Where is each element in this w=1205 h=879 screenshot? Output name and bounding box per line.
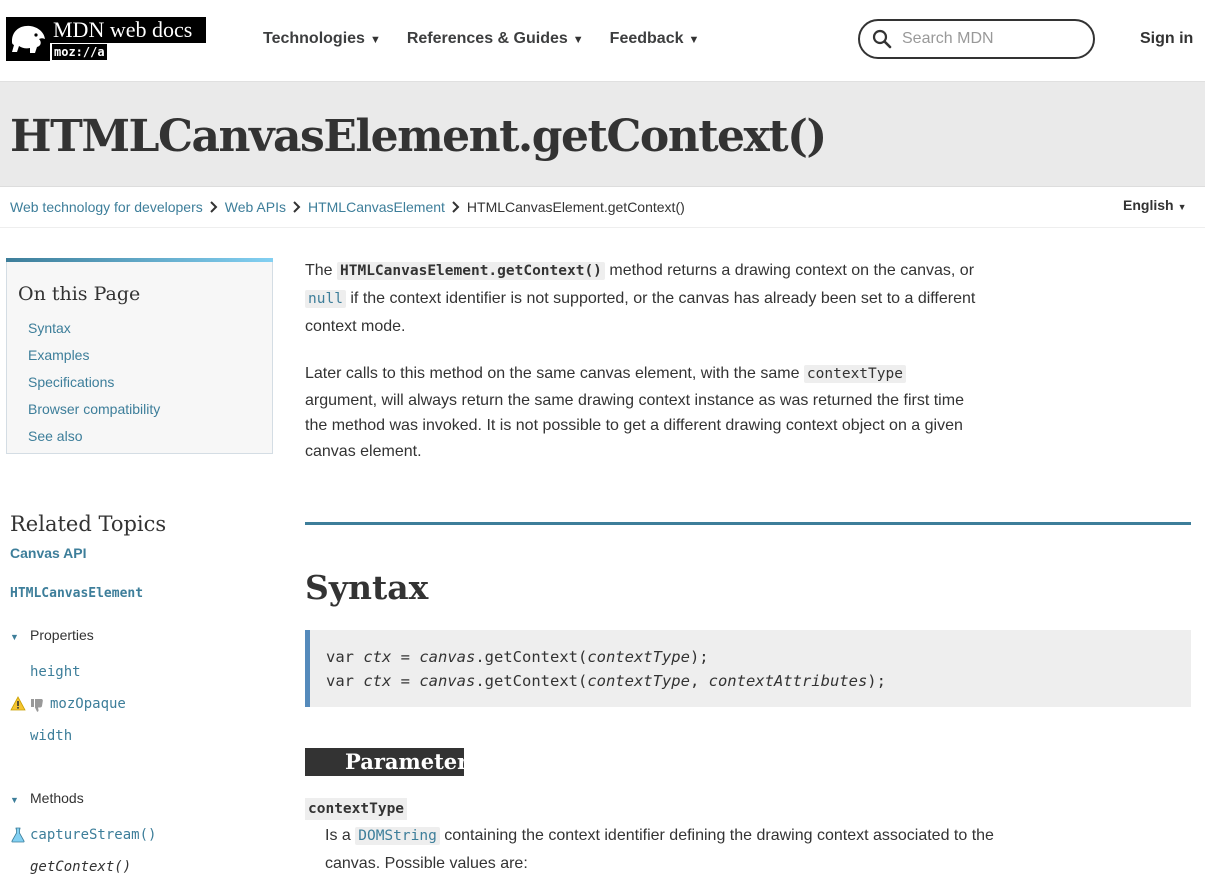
sign-in-link[interactable]: Sign in (1140, 30, 1194, 47)
caret-down-icon: ▼ (688, 34, 700, 46)
inline-code-contexttype: contextType (804, 365, 906, 383)
methods-label: Methods (30, 790, 84, 806)
text: if the context identifier is not supported, or the canvas has already been set to a different context mode. (305, 290, 976, 335)
search-box[interactable] (858, 19, 1095, 59)
syntax-heading: Syntax (305, 568, 429, 607)
property-link-width[interactable]: width (30, 728, 73, 744)
code-token: var (326, 672, 364, 690)
text: Is a (325, 827, 356, 844)
page-title: HTMLCanvasElement.getContext() (10, 111, 826, 162)
toc-title: On this Page (18, 283, 141, 305)
mozilla-wordmark: moz://a (54, 45, 105, 59)
nav-label: References & Guides (406, 30, 568, 47)
code-line (326, 669, 1175, 693)
method-link-capturestream[interactable]: captureStream() (30, 827, 157, 843)
code-line (326, 645, 1175, 669)
mdn-logo[interactable] (6, 17, 206, 61)
code-token: .getContext( (475, 648, 588, 666)
intro-paragraph-1 (305, 257, 985, 340)
nav-technologies[interactable] (263, 28, 381, 50)
thumbs-down-icon (29, 697, 45, 713)
toc-item-syntax[interactable]: Syntax (28, 320, 71, 336)
language-label: English (1123, 197, 1174, 213)
methods-toggle[interactable] (10, 789, 84, 809)
toc-item-specifications[interactable]: Specifications (28, 374, 115, 390)
code-token: , (689, 672, 709, 690)
code-token: ); (689, 648, 709, 666)
toc-list (28, 319, 160, 454)
code-token: canvas (419, 672, 476, 690)
nav-references-guides[interactable] (407, 28, 584, 50)
language-selector[interactable] (1123, 196, 1186, 216)
breadcrumb (10, 198, 685, 216)
related-interface-link[interactable]: HTMLCanvasElement (10, 586, 144, 601)
breadcrumb-link[interactable]: Web APIs (224, 199, 286, 215)
toc-item-examples[interactable]: Examples (28, 347, 90, 363)
chevron-right-icon (290, 200, 304, 214)
main-nav (263, 28, 725, 50)
breadcrumb-link[interactable]: HTMLCanvasElement (307, 199, 445, 215)
warning-icon (10, 696, 26, 712)
related-topics-title: Related Topics (10, 512, 167, 536)
related-canvas-api-link[interactable]: Canvas API (10, 545, 87, 561)
caret-down-icon: ▼ (572, 34, 584, 46)
property-link-height[interactable]: height (30, 664, 81, 680)
text: The (305, 262, 338, 279)
breadcrumb-current: HTMLCanvasElement.getContext() (466, 199, 685, 215)
properties-label: Properties (30, 627, 94, 643)
on-this-page-box (6, 258, 273, 454)
logo-main-text: MDN web docs (50, 17, 206, 43)
syntax-code-block (305, 630, 1191, 707)
method-current-getcontext: getContext() (30, 859, 132, 875)
parameter-name: contextType (305, 798, 407, 820)
code-token: contextType (587, 672, 690, 690)
code-token: ctx (363, 672, 392, 690)
property-link-mozopaque[interactable]: mozOpaque (50, 696, 126, 712)
nav-feedback[interactable] (610, 28, 700, 50)
toc-item-see-also[interactable]: See also (28, 428, 83, 444)
caret-down-icon: ▼ (369, 34, 381, 46)
chevron-right-icon (449, 200, 463, 214)
code-token: var (326, 648, 364, 666)
nav-label: Feedback (609, 30, 684, 47)
code-token: = (391, 672, 420, 690)
code-token: ctx (363, 648, 392, 666)
null-link[interactable]: null (305, 290, 346, 308)
inline-code-method: HTMLCanvasElement.getContext() (337, 262, 605, 280)
code-token: canvas (419, 648, 476, 666)
properties-toggle[interactable] (10, 626, 94, 646)
search-input[interactable] (902, 30, 1082, 48)
text: Later calls to this method on the same canvas element, with the same (305, 365, 804, 382)
intro-paragraph-2 (305, 361, 975, 464)
triangle-down-icon: ▼ (10, 795, 19, 805)
text: method returns a drawing context on the canvas, or (604, 262, 975, 279)
section-divider (305, 522, 1191, 525)
chevron-right-icon (207, 200, 221, 214)
logo-wordmark (50, 17, 206, 61)
code-token: ); (867, 672, 886, 690)
dinosaur-icon (6, 17, 50, 61)
toc-item-browser-compatibility[interactable]: Browser compatibility (28, 401, 161, 417)
nav-label: Technologies (263, 30, 365, 47)
text: containing the context identifier defining the drawing context associated to the canvas. Possible values are: (325, 827, 994, 872)
caret-down-icon: ▼ (1177, 202, 1187, 212)
code-token: .getContext( (475, 672, 588, 690)
parameters-heading: Parameters (305, 748, 464, 776)
flask-icon (10, 827, 26, 843)
code-token: = (391, 648, 420, 666)
code-token: contextType (587, 648, 690, 666)
parameter-description (325, 822, 995, 877)
search-icon[interactable] (872, 29, 892, 49)
toc-accent-bar (6, 258, 273, 262)
text: argument, will always return the same drawing context instance as was returned the first time the method was invoked. It is not possible to get a different drawing context object on a given canvas element. (305, 391, 964, 460)
code-token: contextAttributes (708, 672, 868, 690)
triangle-down-icon: ▼ (10, 632, 19, 642)
site-header (0, 0, 1205, 82)
domstring-link[interactable]: DOMString (355, 827, 440, 845)
divider (0, 227, 1205, 228)
breadcrumb-link[interactable]: Web technology for developers (10, 199, 203, 215)
